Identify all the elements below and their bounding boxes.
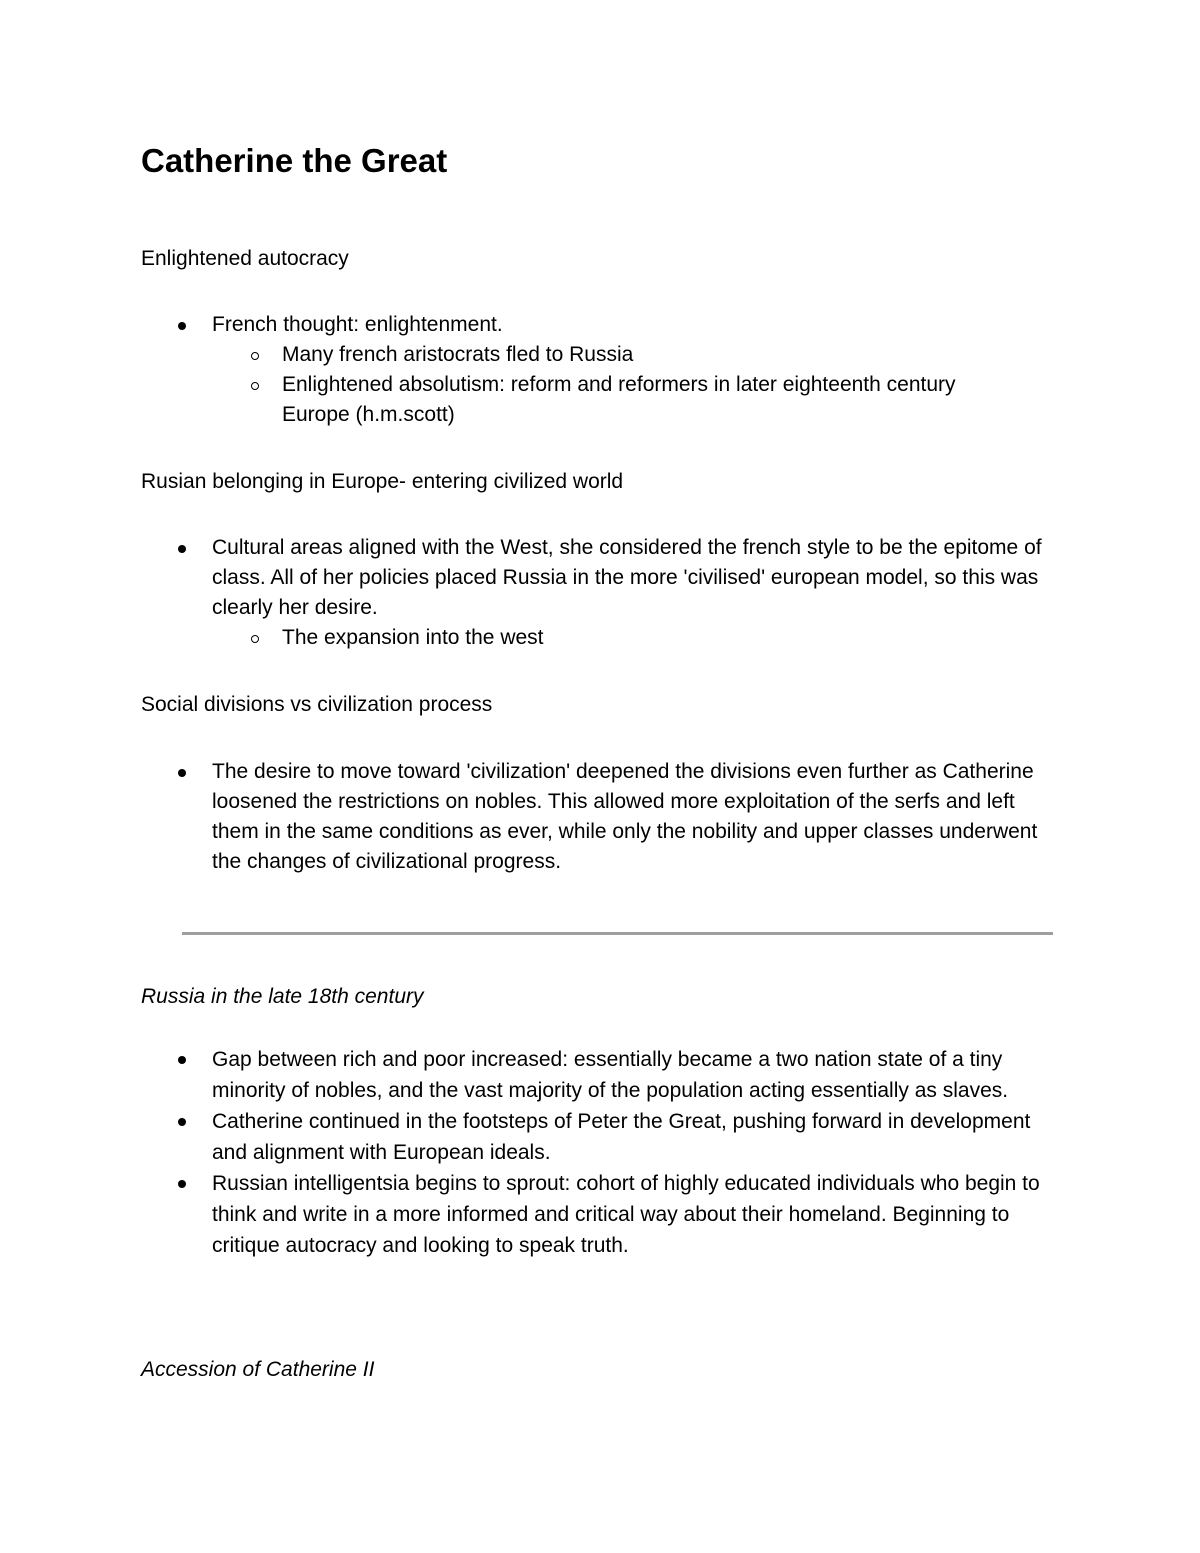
list-item	[0, 1168, 1062, 1261]
section-list-russia-late-18th-century	[0, 1044, 1200, 1261]
filled-bullet-icon	[176, 310, 188, 340]
list-item-text: Many french aristocrats fled to Russia	[282, 343, 634, 366]
section-heading-russia-late-18th-century: Russia in the late 18th century	[141, 985, 424, 1008]
filled-bullet-icon	[176, 1044, 188, 1074]
section-list-enlightened-autocracy	[0, 310, 1200, 430]
section-heading-rusian-belonging: Rusian belonging in Europe- entering civilized world	[141, 470, 624, 493]
list-item	[0, 1044, 1062, 1106]
hollow-bullet-icon	[250, 370, 262, 400]
list-item-text: French thought: enlightenment.	[212, 313, 503, 336]
list-item	[0, 310, 1062, 340]
filled-bullet-icon	[176, 1168, 188, 1198]
list-item	[0, 757, 1062, 877]
filled-bullet-icon	[176, 757, 188, 787]
list-item	[0, 533, 1062, 623]
list-item	[0, 623, 1027, 653]
list-item	[0, 1106, 1062, 1168]
hollow-bullet-icon	[250, 623, 262, 653]
list-item-text: Cultural areas aligned with the West, she considered the french style to be the epitome of class. All of her policies placed Russia in the more 'civilised' european model, so this was clearly her desire.	[212, 536, 1042, 619]
horizontal-divider	[182, 932, 1053, 935]
filled-bullet-icon	[176, 533, 188, 563]
section-list-rusian-belonging	[0, 533, 1200, 653]
list-item-text: The desire to move toward 'civilization' deepened the divisions even further as Catherine loosened the restrictions on nobles. This allowed more exploitation of the serfs and left them in the same conditions as ever, while only the nobility and upper classes underwent the changes of civilizational progress.	[212, 760, 1038, 873]
section-list-social-divisions	[0, 757, 1200, 877]
list-item	[0, 340, 1027, 370]
section-heading-social-divisions: Social divisions vs civilization process	[141, 693, 493, 716]
section-heading-enlightened-autocracy: Enlightened autocracy	[141, 247, 349, 270]
hollow-bullet-icon	[250, 340, 262, 370]
list-item-text: Gap between rich and poor increased: essentially became a two nation state of a tiny minority of nobles, and the vast majority of the population acting essentially as slaves.	[212, 1048, 1009, 1102]
document-title: Catherine the Great	[141, 142, 448, 179]
list-item-text: Catherine continued in the footsteps of Peter the Great, pushing forward in development and alignment with European ideals.	[212, 1110, 1031, 1164]
section-heading-accession-of-catherine-ii: Accession of Catherine II	[141, 1358, 375, 1381]
list-item-text: Russian intelligentsia begins to sprout: cohort of highly educated individuals who begin to think and write in a more informed and critical way about their homeland. Beginning to critique autocracy and looking to speak truth.	[212, 1172, 1040, 1257]
filled-bullet-icon	[176, 1106, 188, 1136]
list-item-text: The expansion into the west	[282, 626, 544, 649]
list-item-text: Enlightened absolutism: reform and reformers in later eighteenth century Europe (h.m.scott)	[282, 373, 956, 426]
list-item	[0, 370, 1027, 430]
